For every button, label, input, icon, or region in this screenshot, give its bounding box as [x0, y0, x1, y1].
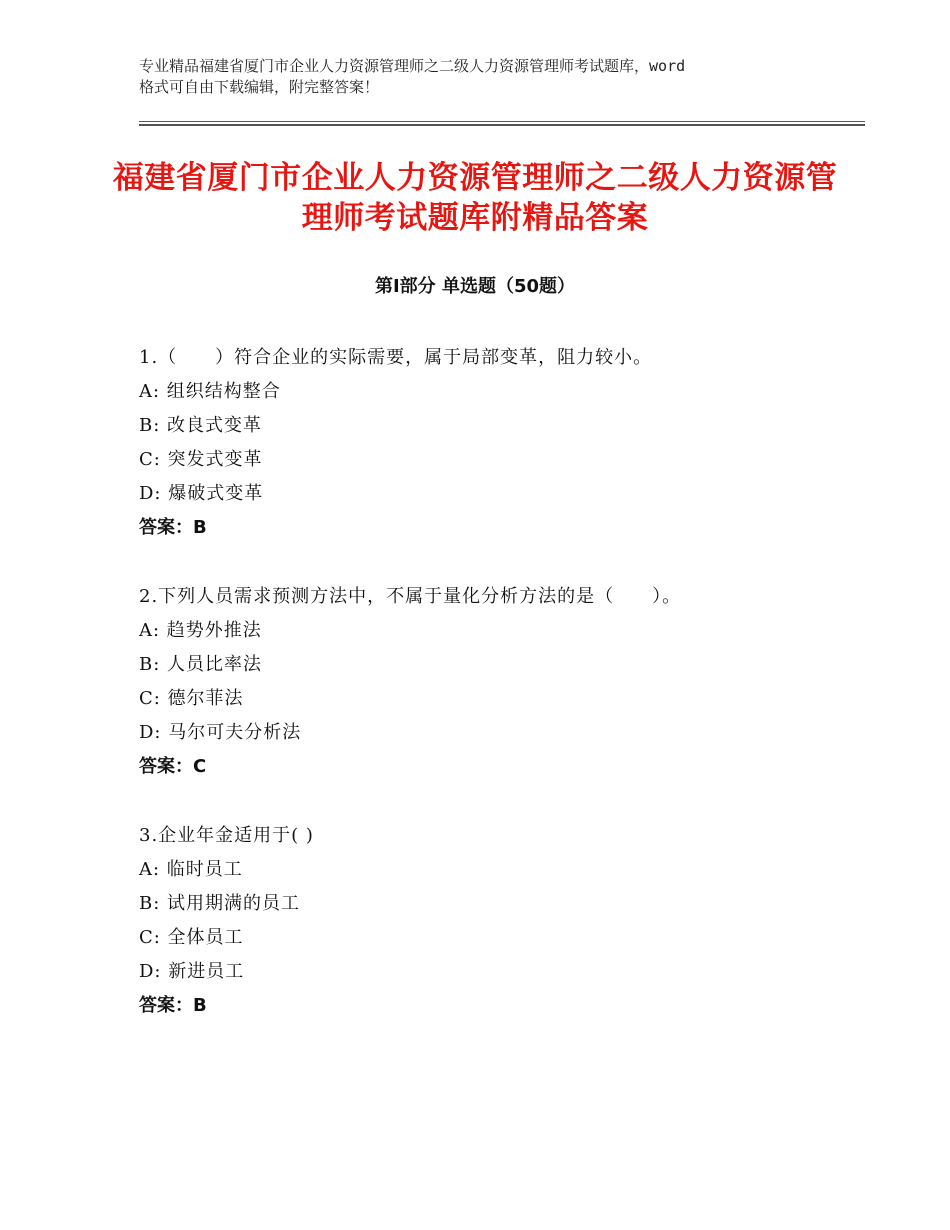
question-3	[139, 819, 859, 1023]
question-stem: 3.企业年金适用于( )	[139, 825, 314, 846]
option-b: B: 改良式变革	[139, 415, 263, 436]
document-title: 福建省厦门市企业人力资源管理师之二级人力资源管理师考试题库附精品答案	[112, 160, 838, 236]
header-divider-top	[139, 121, 865, 122]
option-a: A: 临时员工	[139, 859, 243, 880]
header-divider-bottom	[139, 124, 865, 126]
answer-text: 答案：C	[139, 756, 207, 777]
option-c: C: 突发式变革	[139, 449, 263, 470]
answer-text: 答案：B	[139, 517, 207, 538]
question-stem: 1.（ ）符合企业的实际需要，属于局部变革，阻力较小。	[139, 347, 653, 368]
option-a: A: 趋势外推法	[139, 620, 262, 641]
option-d: D: 爆破式变革	[139, 483, 264, 504]
option-b: B: 试用期满的员工	[139, 893, 301, 914]
question-1	[139, 341, 859, 545]
header-note: 专业精品福建省厦门市企业人力资源管理师之二级人力资源管理师考试题库，word 格式可自由下载编辑，附完整答案！	[139, 57, 686, 96]
answer-text: 答案：B	[139, 995, 207, 1016]
option-d: D: 新进员工	[139, 961, 245, 982]
question-2	[139, 580, 859, 784]
option-a: A: 组织结构整合	[139, 381, 281, 402]
option-b: B: 人员比率法	[139, 654, 263, 675]
option-c: C: 全体员工	[139, 927, 244, 948]
option-d: D: 马尔可夫分析法	[139, 722, 302, 743]
option-c: C: 德尔菲法	[139, 688, 244, 709]
question-stem: 2.下列人员需求预测方法中，不属于量化分析方法的是（ ）。	[139, 586, 682, 607]
section-title: 第Ⅰ部分 单选题（50题）	[374, 276, 575, 297]
